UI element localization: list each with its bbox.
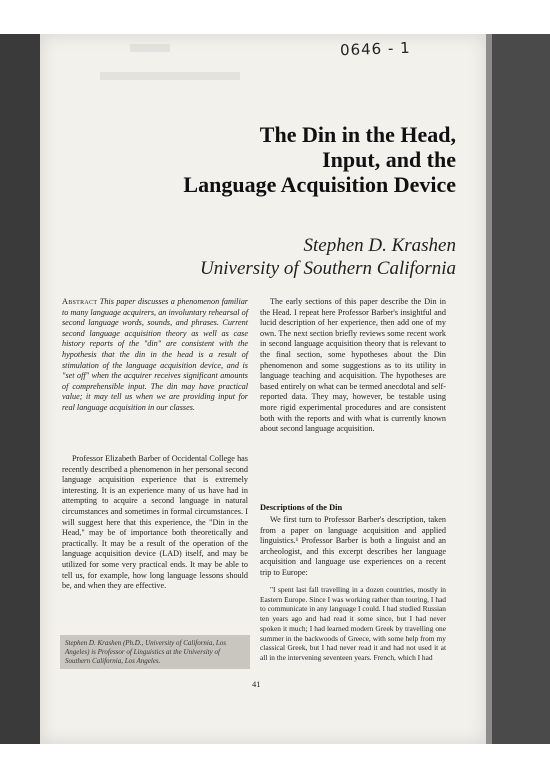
title-line-3: Language Acquisition Device — [183, 172, 456, 197]
bleed-through-mark — [130, 44, 170, 52]
intro-paragraph: Professor Elizabeth Barber of Occidental College has recently described a phenomenon in her personal second language acquisition experience that is extremely interesting. It is an experience many of us have had in attempting to acquire a second language in natural circumstances and sometimes in formal circumstances. I will suggest here that this experience, the "Din in the Head," may be of importance both theoretically and practically. It may be a result of the operation of the language acquisition device (LAD) itself, and may be utilized for some very practical ends. It may be able to tell us, for example, how long language lessons should be, and when they are effective. — [62, 454, 248, 591]
author-name: Stephen D. Krashen — [303, 235, 456, 256]
author-block — [126, 234, 456, 280]
body-paragraph-1: The early sections of this paper describe the Din in the Head. I repeat here Professor Barber's insightful and lucid description of her experience, then add one of my own. The next section briefly reviews some recent work in second language acquisition theory that is relevant to the final section, some hypotheses about the Din phenomenon and some suggestions as to its utility in language teaching and acquisition. The hypotheses are based entirely on what can be termed anecdotal and self-reported data. They may, however, be testable using more rigid experimental procedures and are consistent both with the reports and with what is currently known about second language acquisition. — [260, 297, 446, 434]
title-line-1: The Din in the Head, — [259, 122, 456, 147]
body-paragraph-2: We first turn to Professor Barber's description, taken from a paper on language acquisition and applied linguistics.¹ Professor Barber is both a linguist and an archeologist, and this excerpt describes her language acquisition and language use experiences on a recent trip to Europe: — [260, 515, 446, 577]
abstract-text: This paper discusses a phenomenon familiar to many language acquirers, an involuntary rehearsal of second language words, sounds, and phrases. Current second language acquisition theory as well as case history reports of the "din" are consistent with the hypothesis that the din in the head is a result of stimulation of the language acquisition device, and is "set off" when the acquirer receives significant amounts of comprehensible input. The din may have practical value; it may tell us when we are providing input for real language acquisition in our classes. — [62, 297, 248, 412]
bleed-through-header — [100, 72, 240, 80]
title-line-2: Input, and the — [322, 147, 456, 172]
handwritten-note: 0646 - 1 — [339, 38, 411, 60]
section-heading: Descriptions of the Din — [260, 503, 343, 512]
scan-margin — [492, 34, 550, 744]
author-bio-box: Stephen D. Krashen (Ph.D., University of California, Los Angeles) is Professor of Linguistics at the University of Southern California, Los Angeles. — [60, 635, 250, 669]
article-title — [126, 122, 456, 197]
page-number: 41 — [252, 679, 261, 689]
block-quote: "I spent last fall travelling in a dozen countries, mostly in Eastern Europe. Since I was working rather than touring, I had to communicate in any language I could. I had studied Russian ten years ago and had read it some since, but I had never spoken it much; I had learned modern Greek by travelling one summer in the backwoods of Greece, with some help from my classical Greek, but I had never read it and had not used it at all in the intervening seventeen years. French, which I had — [260, 585, 446, 662]
abstract — [62, 297, 248, 414]
journal-page — [40, 34, 486, 744]
author-affiliation: University of Southern California — [200, 258, 456, 279]
abstract-label: Abstract — [62, 297, 98, 306]
